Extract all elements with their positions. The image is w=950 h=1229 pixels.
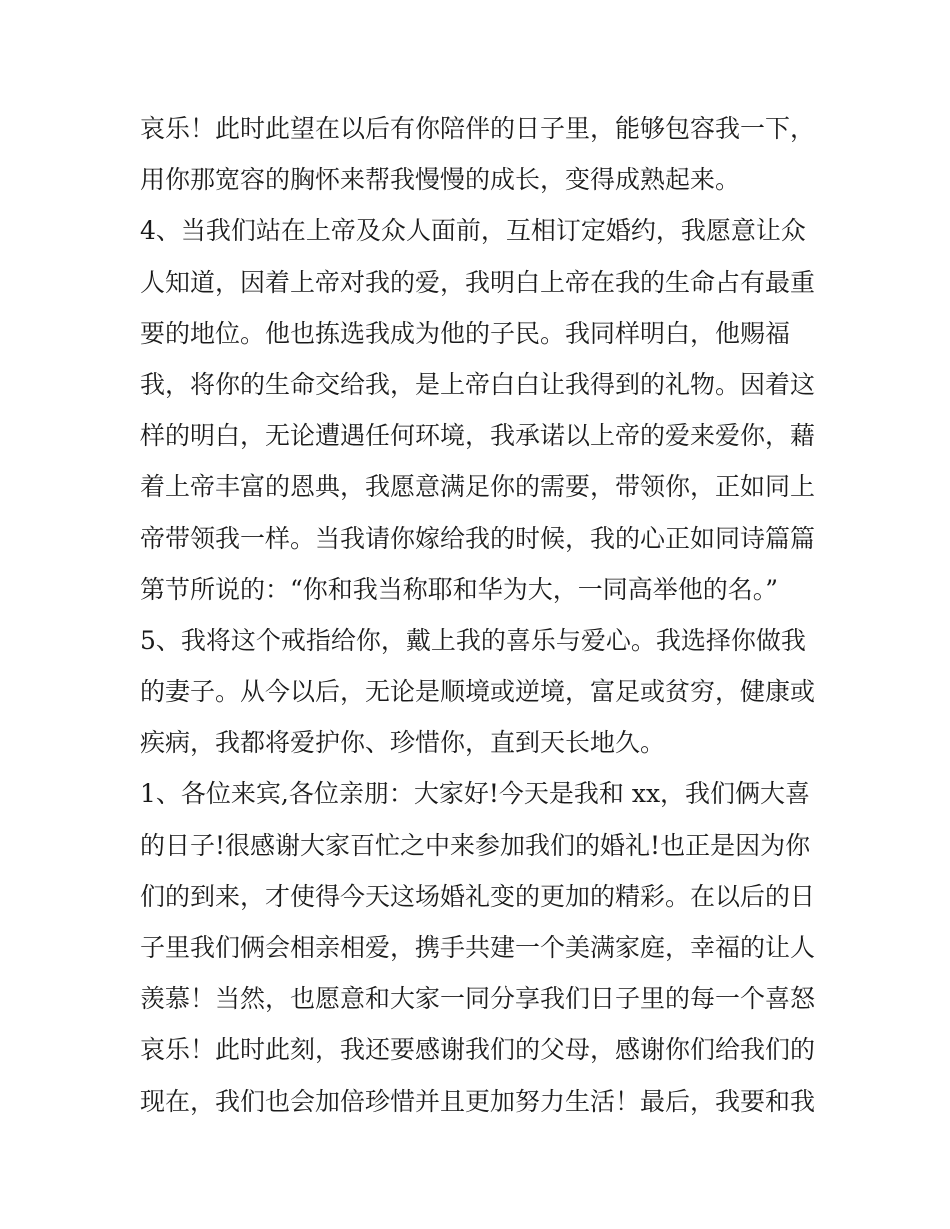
text-line: 哀乐！此时此刻，我还要感谢我们的父母，感谢你们给我们的 — [140, 1035, 816, 1065]
text-line: 1、各位来宾,各位亲朋：大家好!今天是我和 xx，我们俩大喜 — [140, 779, 811, 809]
text-line: 要的地位。他也拣选我成为他的子民。我同样明白，他赐福 — [140, 318, 791, 348]
text-line: 我，将你的生命交给我，是上帝白白让我得到的礼物。因着这 — [140, 369, 816, 399]
body-text — [140, 103, 820, 1127]
text-line: 的妻子。从今以后，无论是顺境或逆境，富足或贫穷，健康或 — [140, 677, 816, 707]
text-line: 子里我们俩会相亲相爱，携手共建一个美满家庭，幸福的让人 — [140, 933, 816, 962]
text-line: 的日子!很感谢大家百忙之中来参加我们的婚礼!也正是因为你 — [140, 830, 811, 860]
text-line: 第节所说的：“你和我当称耶和华为大，一同高举他的名。” — [140, 574, 779, 604]
text-line: 样的明白，无论遭遇任何环境，我承诺以上帝的爱来爱你，藉 — [140, 421, 816, 451]
text-line: 帝带领我一样。当我请你嫁给我的时候，我的心正如同诗篇篇 — [140, 523, 816, 553]
text-line: 们的到来，才使得今天这场婚礼变的更加的精彩。在以后的日 — [140, 881, 816, 911]
text-line: 5、我将这个戒指给你，戴上我的喜乐与爱心。我选择你做我 — [140, 625, 806, 655]
text-line: 4、当我们站在上帝及众人面前，互相订定婚约，我愿意让众 — [140, 216, 806, 246]
text-line: 羡慕！当然，也愿意和大家一同分享我们日子里的每一个喜怒 — [140, 984, 816, 1014]
text-line: 用你那宽容的胸怀来帮我慢慢的成长，变得成熟起来。 — [140, 165, 741, 195]
text-line: 现在，我们也会加倍珍惜并且更加努力生活！最后，我要和我 — [140, 1086, 816, 1116]
text-line: 哀乐！此时此望在以后有你陪伴的日子里，能够包容我一下， — [140, 114, 816, 143]
text-line: 疾病，我都将爱护你、珍惜你，直到天长地久。 — [140, 728, 666, 758]
text-line: 人知道，因着上帝对我的爱，我明白上帝在我的生命占有最重 — [140, 267, 816, 297]
text-line: 着上帝丰富的恩典，我愿意满足你的需要，带领你，正如同上 — [140, 472, 816, 502]
